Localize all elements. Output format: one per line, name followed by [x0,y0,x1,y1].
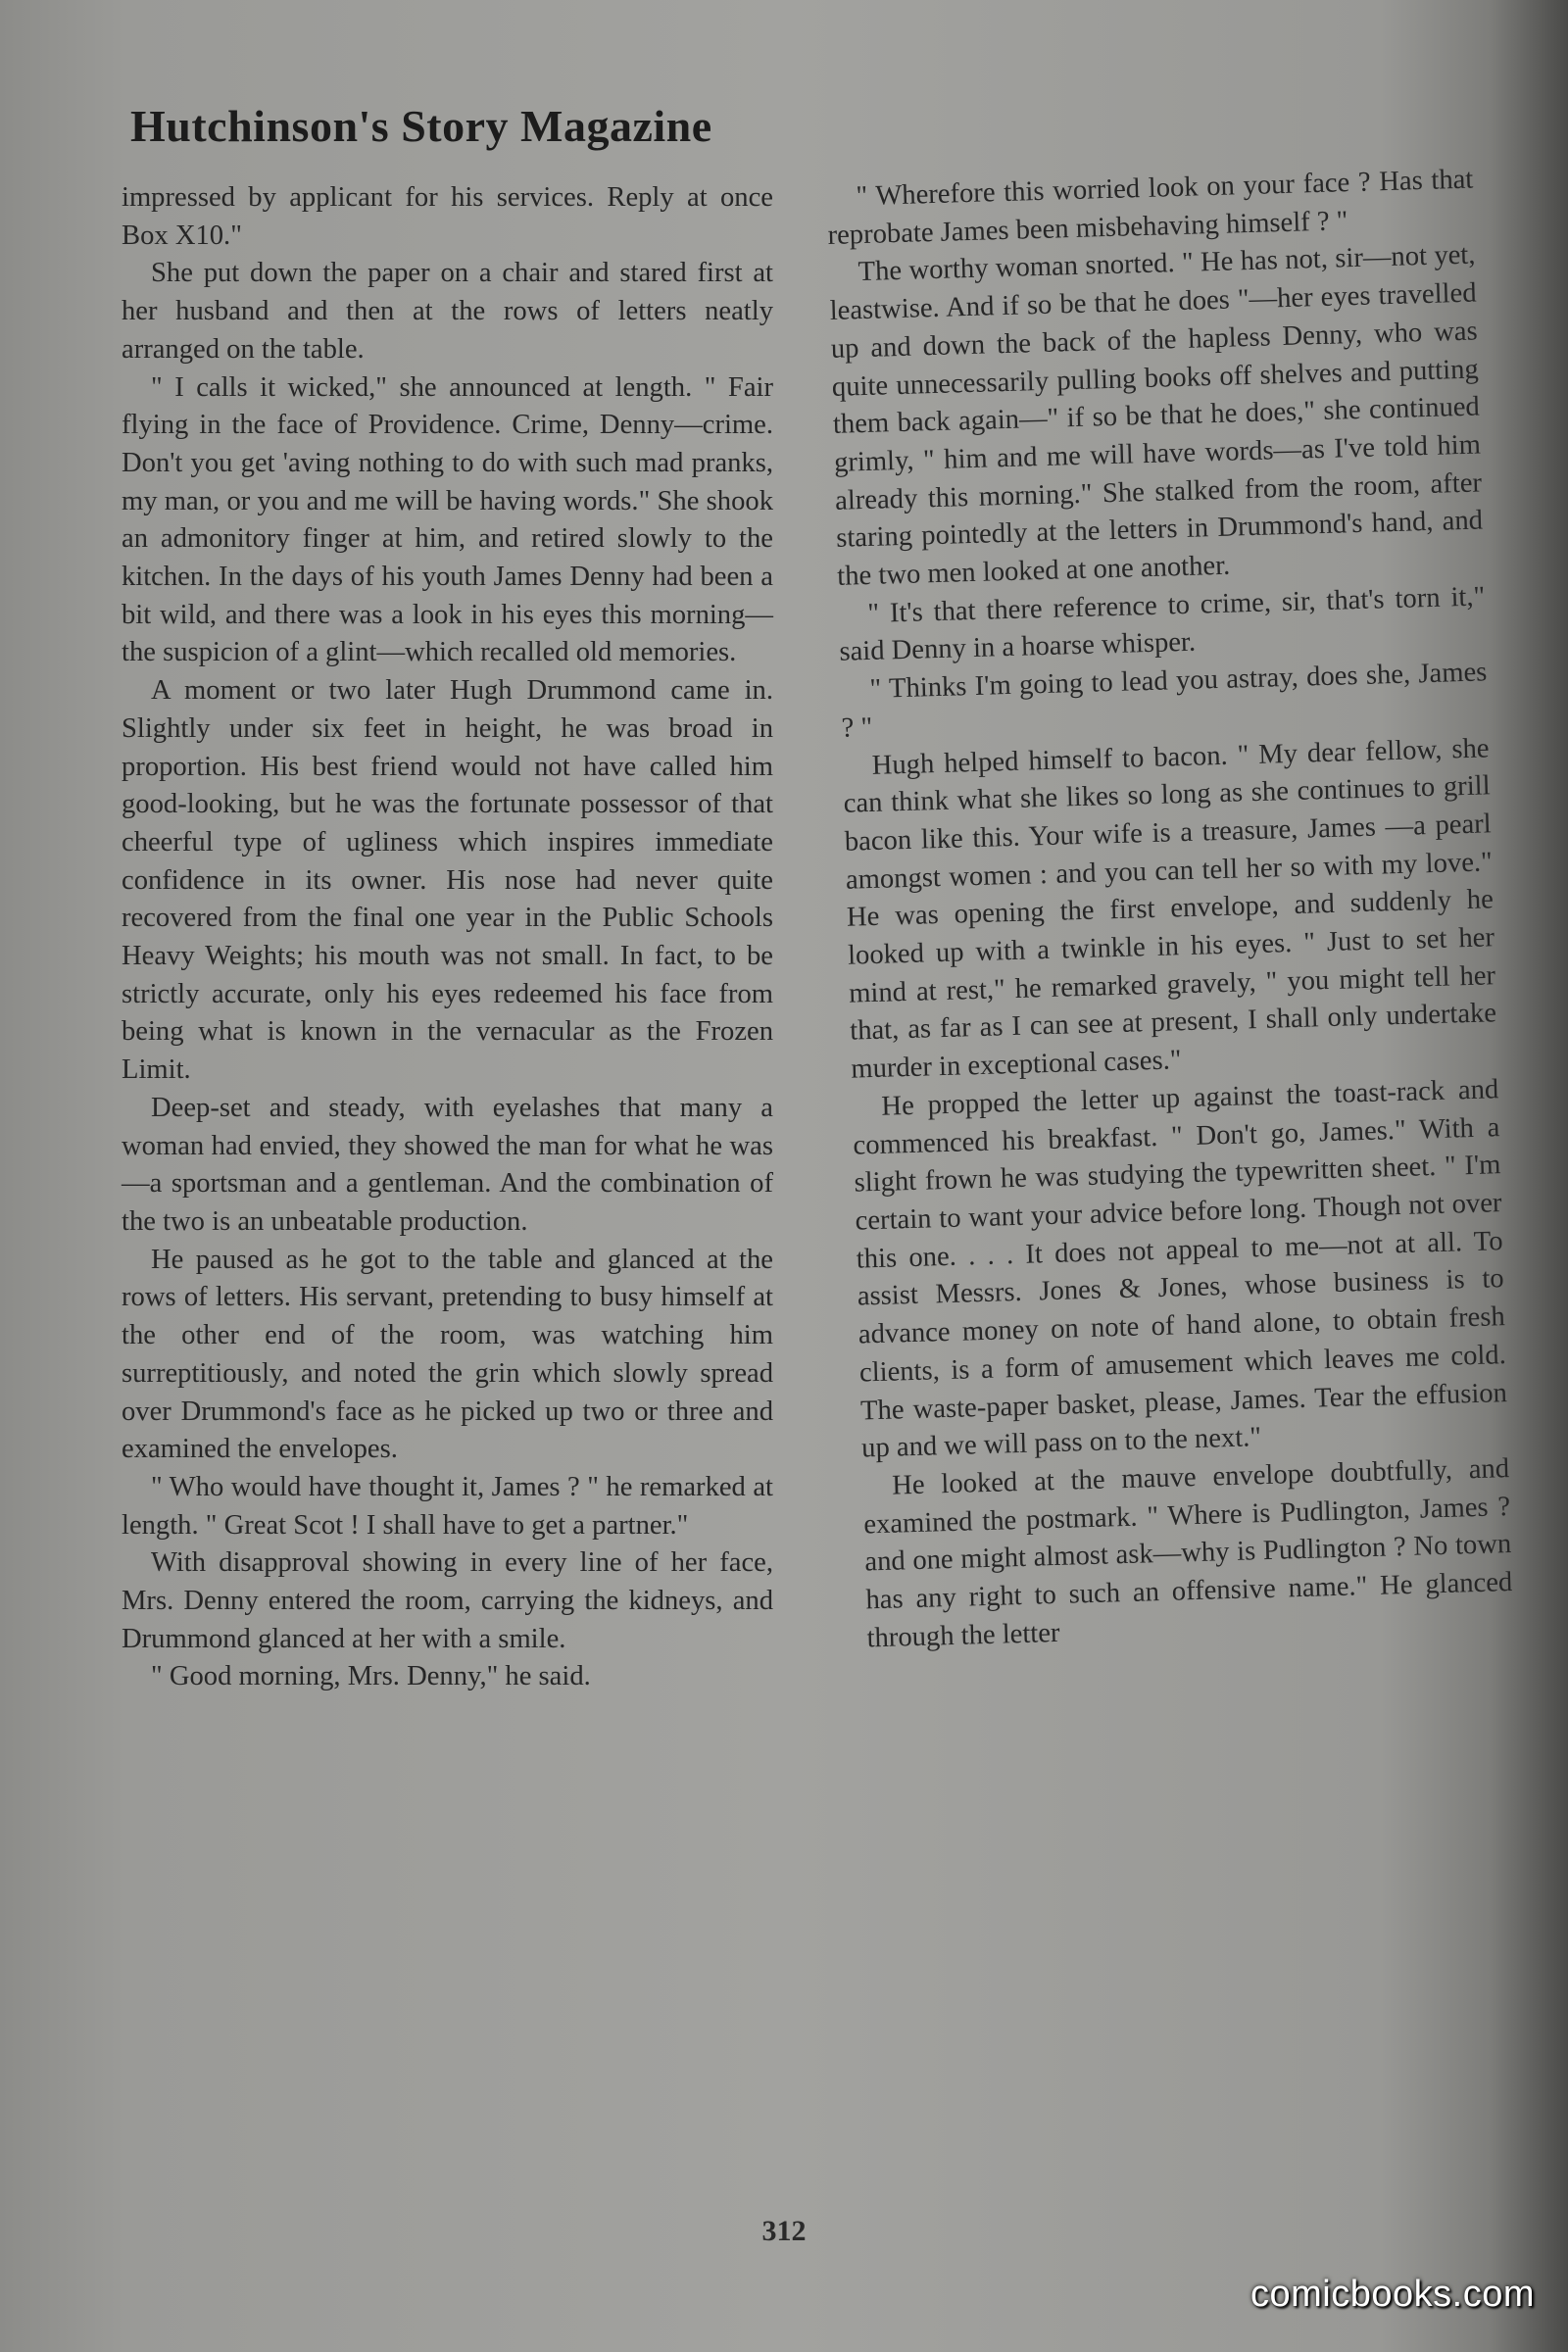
left-text-column [122,179,773,1696]
paragraph: He looked at the mauve envelope doubtfully, and examined the postmark. " Where is Pudlington, James ? and one might almost ask—why is Pudlington ? No town has any right to such an offensive name." He glanced through the letter [862,1452,1513,1654]
paragraph: He paused as he got to the table and glanced at the rows of letters. His servant, pretending to busy himself at the other end of the room, was watching him surreptitiously, and noted the grin which slowly spread over Drummond's face as he picked up two or three and examined the envelopes. [122,1244,773,1465]
right-text-column [826,162,1514,1658]
paragraph: " Thinks I'm going to lead you astray, does she, James ? " [841,657,1488,744]
paragraph: Deep-set and steady, with eyelashes that many a woman had envied, they showed the man for what he was—a sportsman and a gentleman. And the combination of the two is an unbeatable production. [122,1092,773,1237]
paragraph: She put down the paper on a chair and stared first at her husband and then at the rows of letters neatly arranged on the table. [122,258,773,365]
paragraph: " Who would have thought it, James ? " he remarked at length. " Great Scot ! I shall have to get a partner." [122,1471,773,1541]
page-number: 312 [761,2215,807,2247]
paragraph: The worthy woman snorted. " He has not, sir—not yet, leastwise. And if so be that he does "—her eyes travelled up and down the back of the hapless Denny, who was quite unnecessarily pulling books off shelves and putting them back again—" if so be that he does," she continued grimly, " him and me will have words—as I've told him already this morning." She stalked from the room, after staring pointedly at the letters in Drummond's hand, and the two men looked at one another. [829,239,1484,592]
paragraph: With disapproval showing in every line of her face, Mrs. Denny entered the room, carrying the kidneys, and Drummond glanced at her with a smile. [122,1547,773,1654]
paragraph: " I calls it wicked," she announced at length. " Fair flying in the face of Providence. Crime, Denny—crime. Don't you get 'aving nothing to do with such mad pranks, my man, or you and me will be having words." She shook an admonitory finger at him, and retired slowly to the kitchen. In the days of his youth James Denny had been a bit wild, and there was a look in his eyes this morning—the suspicion of a glint—which recalled old memories. [122,371,773,668]
paragraph: " Good morning, Mrs. Denny," he said. [151,1661,591,1692]
paragraph: Hugh helped himself to bacon. " My dear fellow, she can think what she likes so long as she continues to grill bacon like this. Your wife is a treasure, James —a pearl amongst women : and you can tell her so with my love." He was opening the first envelope, and suddenly he looked up with a twinkle in his eyes. " Just to set her mind at rest," he remarked gravely, " you might tell her that, as far as I can see at present, I shall only undertake murder in exceptional cases." [843,732,1497,1085]
paragraph: " Wherefore this worried look on your face ? Has that reprobate James been misbehaving himself ? " [827,164,1474,251]
paragraph: impressed by applicant for his services. Reply at once Box X10." [122,182,773,251]
paragraph: " It's that there reference to crime, sir, that's torn it," said Denny in a hoarse whisper. [839,581,1486,668]
watermark-logo: comicbooks.com [1250,2274,1535,2315]
paragraph: He propped the letter up against the toast-rack and commenced his breakfast. " Don't go, James." With a slight frown he was studying the typewritten sheet. " I'm certain to want your advice before long. Though not over this one. . . . It does not appeal to me—not at all. To assist Messrs. Jones & Jones, whose business is to advance money on note of hand alone, to obtain fresh clients, is a form of amusement which leaves me cold. The waste-paper basket, please, James. Tear the effusion up and we will pass on to the next." [853,1074,1508,1464]
paragraph: A moment or two later Hugh Drummond came in. Slightly under six feet in height, he was broad in proportion. His best friend would not have called him good-looking, but he was the fortunate possessor of that cheerful type of ugliness which inspires immediate confidence in its owner. His nose had never quite recovered from the final one year in the Public Schools Heavy Weights; his mouth was not small. In fact, to be strictly accurate, only his eyes redeemed his face from being what is known in the vernacular as the Frozen Limit. [122,675,773,1086]
running-header: Hutchinson's Story Magazine [130,101,712,151]
